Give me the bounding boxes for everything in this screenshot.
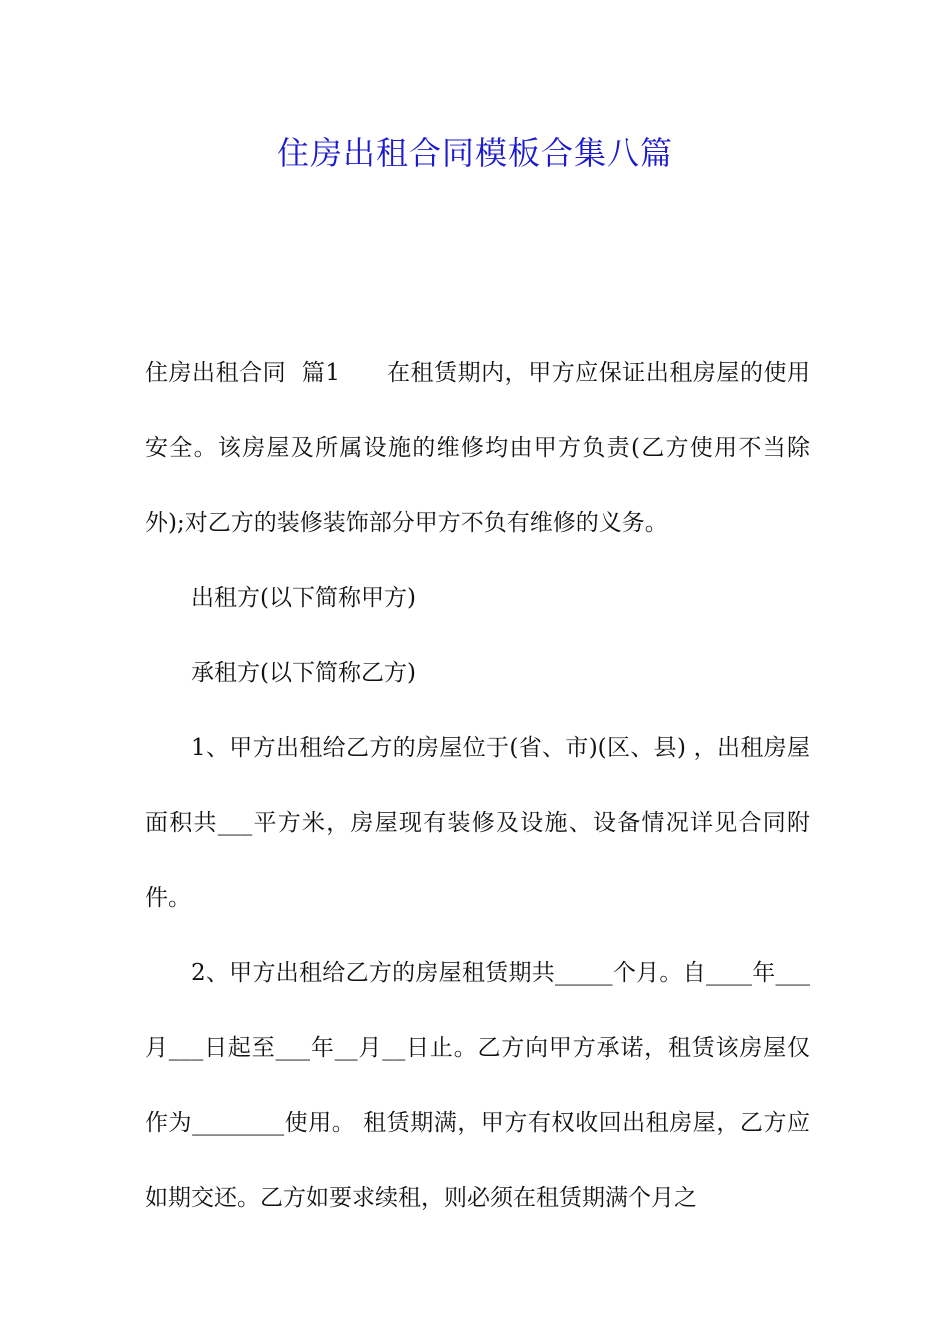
document-title: 住房出租合同模板合集八篇 xyxy=(276,134,673,172)
paragraph-lessor: 出租方(以下简称甲方) xyxy=(191,585,416,611)
document-body xyxy=(145,336,810,1236)
paragraph-clause-1: 1、甲方出租给乙方的房屋位于(省、市)(区、县) ，出租房屋面积共___平方米，房屋现有装修及设施、设备情况详见合同附件。 xyxy=(145,735,810,911)
paragraph-intro: 住房出租合同 篇1 在租赁期内，甲方应保证出租房屋的使用安全。该房屋及所属设施的维修均由甲方负责(乙方使用不当除外);对乙方的装修装饰部分甲方不负有维修的义务。 xyxy=(145,360,810,536)
paragraph-clause-2: 2、甲方出租给乙方的房屋租赁期共_____个月。自____年___月___日起至___年__月__日止。乙方向甲方承诺，租赁该房屋仅作为________使用。 租赁期满，甲方有权收回出租房屋，乙方应如期交还。乙方如要求续租，则必须在租赁期满个月之 xyxy=(145,960,810,1211)
paragraph-lessee: 承租方(以下简称乙方) xyxy=(191,660,416,686)
